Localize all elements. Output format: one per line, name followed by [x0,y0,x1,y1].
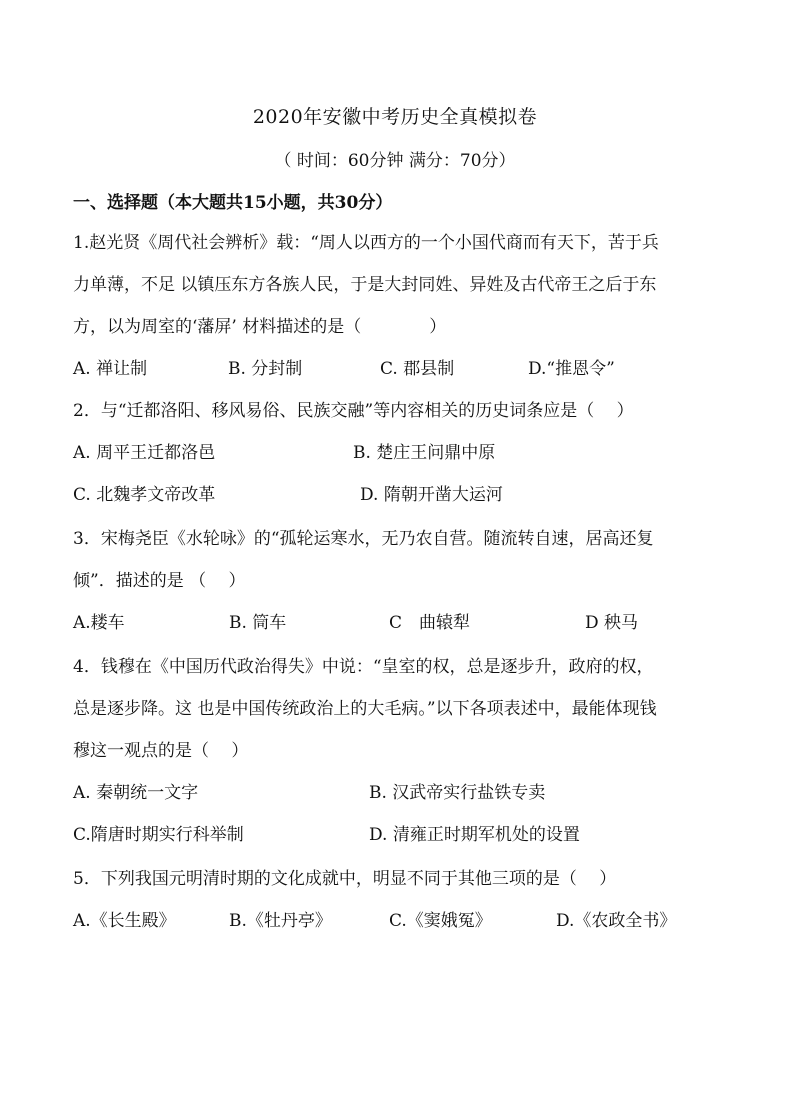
question-5 [73,858,723,942]
question-1-line-1: 1.赵光贤《周代社会辨析》载：“周人以西方的一个小国代商而有天下，苦于兵 [73,233,659,253]
question-1-line-2: 力单薄，不足 以镇压东方各族人民，于是大封同姓、异姓及古代帝王之后于东 [73,275,657,295]
question-4-option-d[interactable]: D. 清雍正时期军机处的设置 [369,825,580,845]
question-4-line-3: 穆这一观点的是（ ） [73,741,249,761]
question-3-option-d[interactable]: D 秧马 [585,613,639,633]
question-1-line-3: 方，以为周室的‘藩屏’ 材料描述的是（ ） [73,317,447,337]
question-2-option-b[interactable]: B. 楚庄王问鼎中原 [353,443,496,463]
question-2-option-c[interactable]: C. 北魏孝文帝改革 [73,485,216,505]
question-4-options-row-2 [73,814,723,856]
question-5-option-a[interactable]: A.《长生殿》 [73,911,176,931]
question-2 [73,390,723,516]
question-2-options-row-1 [73,432,723,474]
exam-info: （ 时间：60分钟 满分：70分） [274,151,516,171]
question-4-line-2: 总是逐步降。这 也是中国传统政治上的大毛病。”以下各项表述中，最能体现钱 [73,699,657,719]
question-2-option-d[interactable]: D. 隋朝开凿大运河 [360,485,503,505]
question-1-option-c[interactable]: C. 郡县制 [380,359,455,379]
question-5-line-1: 5．下列我国元明清时期的文化成就中，明显不同于其他三项的是（ ） [73,869,617,889]
question-4-option-b[interactable]: B. 汉武帝实行盐铁专卖 [369,783,546,803]
question-4-options-row-1 [73,772,723,814]
question-4-option-a[interactable]: A. 秦朝统一文字 [73,783,199,803]
question-1-option-a[interactable]: A. 禅让制 [73,359,148,379]
question-5-option-d[interactable]: D.《农政全书》 [556,911,677,931]
question-5-option-b[interactable]: B.《牡丹亭》 [229,911,332,931]
question-5-option-c[interactable]: C.《窦娥冤》 [389,911,492,931]
question-3-option-b[interactable]: B. 筒车 [229,613,287,633]
question-5-options [73,900,723,942]
question-4 [73,646,723,856]
question-2-line-1: 2．与“迁都洛阳、移风易俗、民族交融”等内容相关的历史词条应是（ ） [73,401,634,421]
question-3 [73,518,723,644]
question-1-options [73,348,723,390]
section-heading: 一、选择题（本大题共15小题，共30分） [73,193,393,213]
question-3-option-a[interactable]: A.耧车 [73,613,125,633]
question-1-option-d[interactable]: D.“推恩令” [528,359,615,379]
question-4-line-1: 4．钱穆在《中国历代政治得失》中说：“皇室的权，总是逐步升，政府的权， [73,657,654,677]
question-1-option-b[interactable]: B. 分封制 [228,359,303,379]
question-3-options [73,602,723,644]
question-3-line-1: 3．宋梅尧臣《水轮咏》的“孤轮运寒水，无乃农自营。随流转自速，居高还复 [73,529,654,549]
page-title: 2020年安徽中考历史全真模拟卷 [252,106,538,128]
question-2-options-row-2 [73,474,723,516]
question-2-option-a[interactable]: A. 周平王迁都洛邑 [73,443,216,463]
question-4-option-c[interactable]: C.隋唐时期实行科举制 [73,825,244,845]
question-3-option-c[interactable]: C 曲辕犁 [389,613,471,633]
question-3-line-2: 倾”．描述的是 （ ） [73,571,246,591]
question-1 [73,222,723,390]
